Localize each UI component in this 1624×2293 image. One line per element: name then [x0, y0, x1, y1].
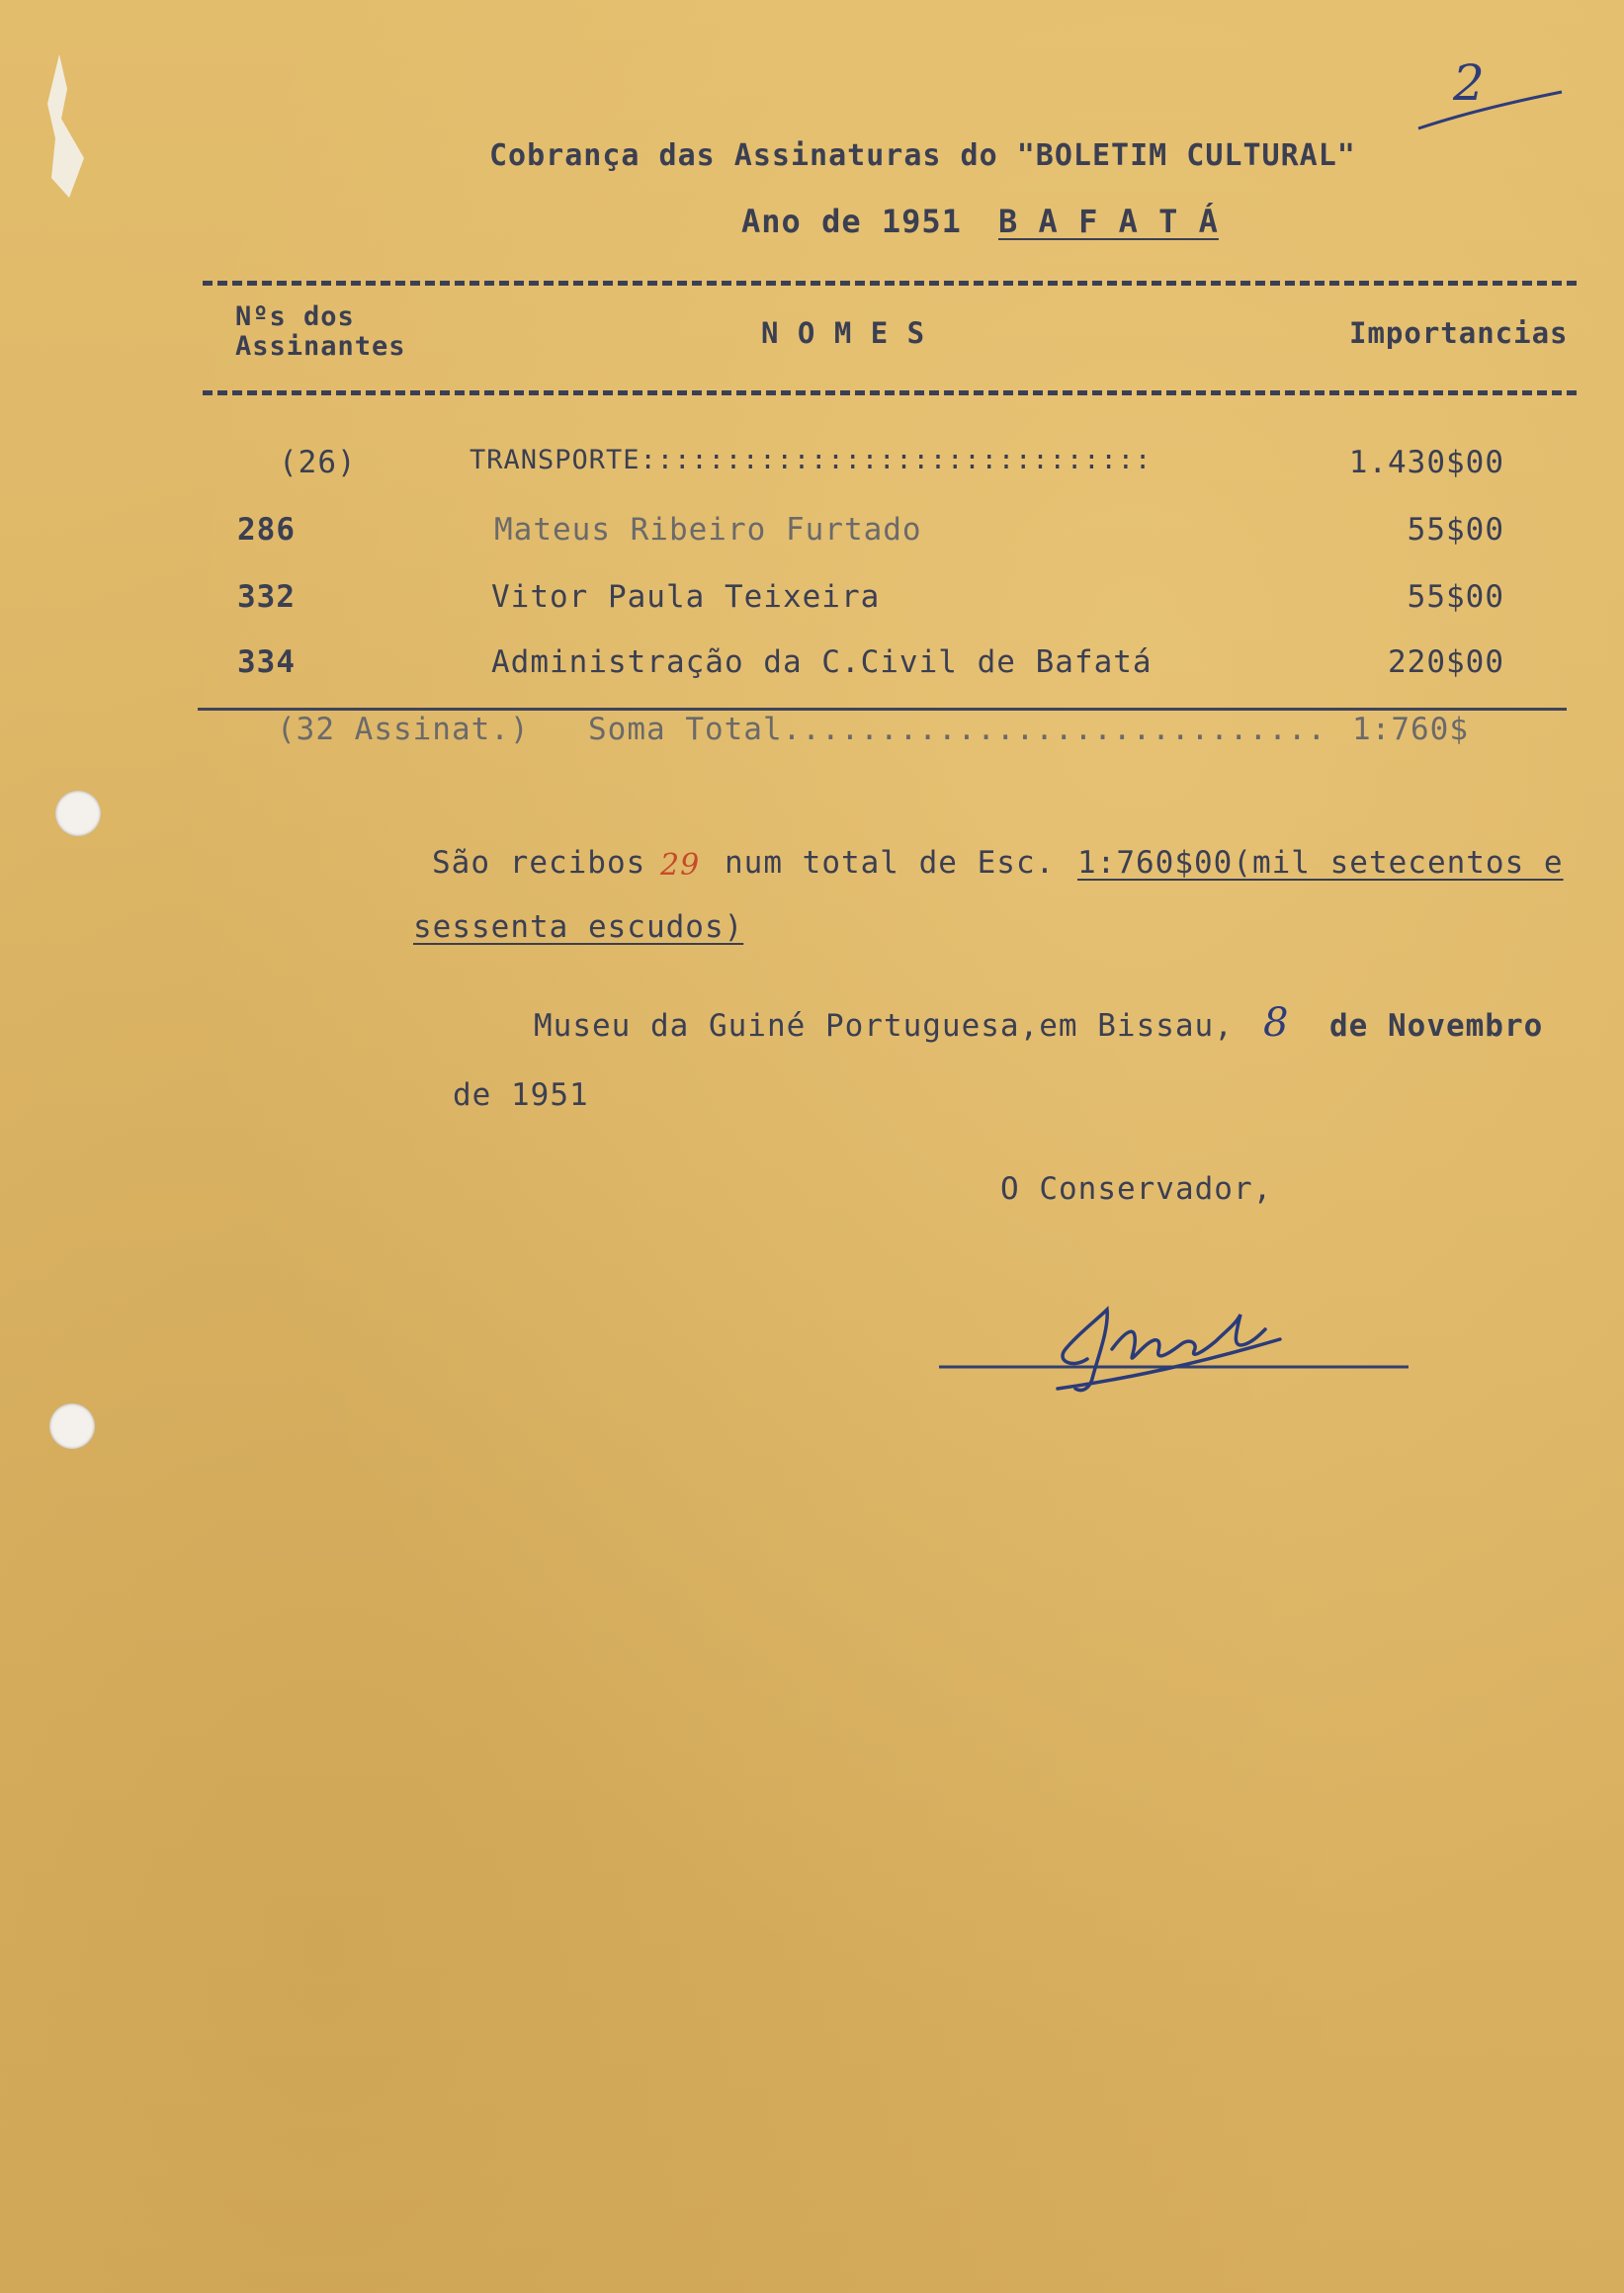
- receipt-prefix: São recibos: [432, 845, 646, 881]
- row-amount: 55$00: [1407, 579, 1504, 615]
- total-count: (32 Assinat.): [277, 712, 530, 747]
- receipt-middle: num total de Esc.: [725, 845, 1056, 881]
- document-title: Cobrança das Assinaturas do "BOLETIM CULTURAL": [489, 138, 1356, 173]
- receipt-amount-words: 1:760$00(mil setecentos e: [1077, 845, 1564, 881]
- header-names: N O M E S: [761, 316, 926, 350]
- row-amount: 55$00: [1407, 512, 1504, 548]
- year-label: Ano de 1951: [741, 203, 962, 240]
- row-name: Administração da C.Civil de Bafatá: [491, 644, 1153, 680]
- row-number: 286: [237, 512, 296, 548]
- row-amount: 220$00: [1388, 644, 1504, 680]
- handwritten-signature: [939, 1290, 1413, 1428]
- header-numbers: Nºs dos Assinantes: [235, 301, 406, 362]
- header-amounts: Importancias: [1349, 316, 1569, 350]
- table-top-rule: [203, 281, 1577, 286]
- page-number-stroke: [1413, 84, 1572, 133]
- total-label: Soma Total............................: [588, 712, 1327, 747]
- page-number: 2: [1453, 54, 1486, 112]
- receipt-amount-words-cont: sessenta escudos): [413, 909, 744, 945]
- punch-hole-top: [55, 791, 101, 836]
- row-number: 334: [237, 644, 296, 680]
- row-amount: 1.430$00: [1348, 445, 1504, 480]
- row-name: Vitor Paula Teixeira: [491, 579, 881, 615]
- table-header-rule: [203, 390, 1577, 395]
- date-day: 8: [1263, 1000, 1290, 1046]
- torn-edge: [40, 49, 109, 208]
- place-label: B A F A T Á: [998, 203, 1219, 240]
- receipt-count: 29: [660, 848, 701, 883]
- punch-hole-bottom: [49, 1403, 95, 1449]
- signature-role: O Conservador,: [1000, 1171, 1273, 1207]
- row-number: (26): [279, 445, 357, 480]
- place-text: Museu da Guiné Portuguesa,em Bissau,: [534, 1008, 1234, 1044]
- date-year: de 1951: [453, 1077, 589, 1113]
- date-month: de Novembro: [1329, 1008, 1544, 1044]
- total-amount: 1:760$: [1352, 712, 1469, 747]
- row-name: TRANSPORTE::::::::::::::::::::::::::::::: [470, 445, 1153, 475]
- total-rule: [198, 708, 1567, 711]
- row-number: 332: [237, 579, 296, 615]
- row-name: Mateus Ribeiro Furtado: [494, 512, 922, 548]
